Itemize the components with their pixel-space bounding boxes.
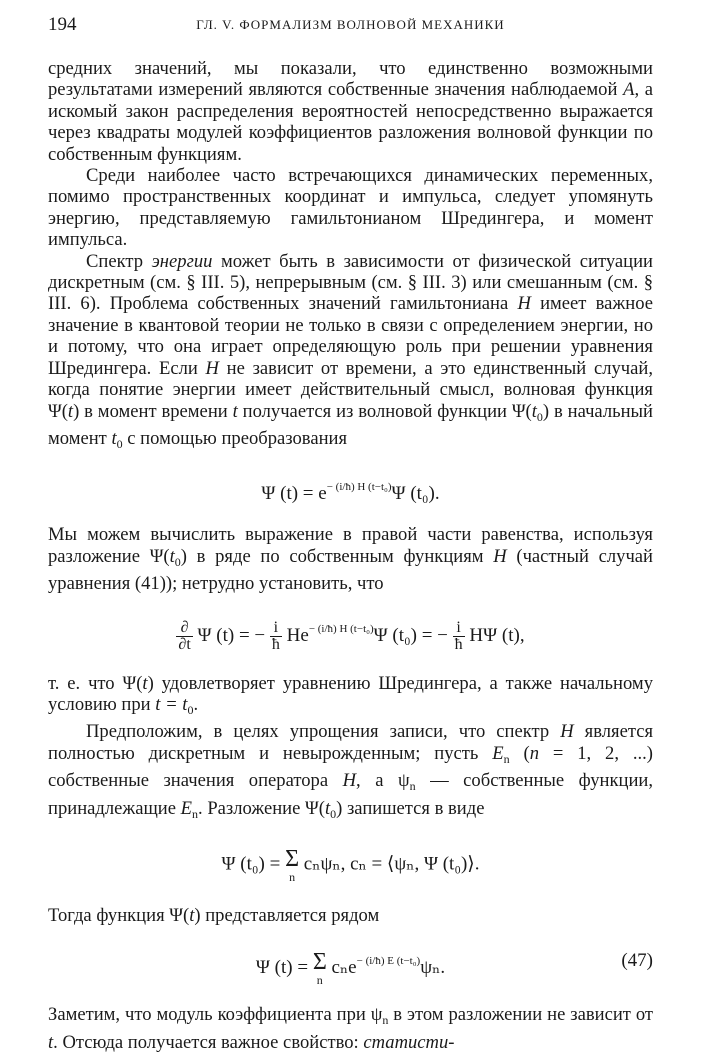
page-number: 194 (48, 14, 77, 35)
equation-number: (47) (621, 949, 653, 971)
page-body (48, 58, 653, 1053)
paragraph-8: Заметим, что модуль коэффициента при $\psi_n$ в этом разложении не зависит от t. Отсюда получается важное свойство: статисти- (48, 1004, 653, 1053)
paragraph-2: Среди наиболее часто встречающихся динамических переменных, помимо пространственных координат и импульса, следует упомянуть энергию, представляемую гамильтонианом Шредингера, и момент импульса. (48, 165, 653, 251)
paragraph-4: Мы можем вычислить выражение в правой части равенства, используя разложение $\Psi(t_0)$ в ряде по собственным функциям H (частный случай уравнения (41)); нетрудно установить, что (48, 524, 654, 595)
formula-time-evolution: Ψ $(t) = e^{- (i/ħ) H (t-t_0)}\Psi$ (t₀). (261, 481, 440, 505)
formula-47: Ψ (t) = Σ n cₙe$^{- (i/ħ) E (t-t_0)}$ψₙ. (47) (255, 949, 653, 988)
paragraph-5: т. е. что Ψ(t) удовлетворяет уравнению Шредингера, а также начальному условию при $t = t_0$. (48, 672, 653, 718)
fraction-i-over-hbar-2: $\frac{i}{ħ}$ (454, 618, 463, 653)
fraction-i-over-hbar: $\frac{i}{ħ}$ (271, 618, 280, 653)
paragraph-6: Предположим, в целях упрощения записи, что спектр H является полностью дискретным и невырожденным; пусть $E_n$ (n = 1, 2, ...) собственные значения оператора H, а $\psi_n$ — собственные функции, принадлежащие $E_n$. Разложение $\Psi(t_0)$ запишется в виде (48, 721, 653, 821)
formula-schrodinger-check: $\frac{\partial}{\partial t}$ Ψ (t) = − $\frac{i}{ħ}$ $He^{- (i/ħ) H (t-t_0)}\Psi$ (t₀) = − $\frac{i}{ħ}$ HΨ (t), (178, 618, 525, 653)
summation-sign-2: Σ n (312, 949, 327, 988)
formula-expansion: Ψ (t₀) = Σ n cₙψₙ, cₙ = ⟨ψₙ, Ψ (t₀)⟩. (221, 846, 480, 885)
page-header (48, 14, 653, 38)
running-title: ГЛ. V. ФОРМАЛИЗМ ВОЛНОВОЙ МЕХАНИКИ (196, 17, 505, 32)
paragraph-7: Тогда функция Ψ(t) представляется рядом (48, 905, 380, 927)
paragraph-1: средних значений, мы показали, что единственно возможными результатами измерений являются собственные значения наблюдаемой A, а искомый закон распределения вероятностей непосредственно выражается через квадраты модулей коэффициентов разложения волновой функции по собственным функциям. (48, 58, 653, 165)
summation-sign: Σ n (285, 846, 300, 885)
paragraph-3: Спектр энергии может быть в зависимости от физической ситуации дискретным (см. § III. 5), непрерывным (см. § III. 3) или смешанным (см. § III. 6). Проблема собственных значений гамильтониана H имеет важное значение в квантовой теории не только в связи с определением энергии, но и потому, что она играет определяющую роль при решении уравнения Шредингера. Если H не зависит от времени, а это единственный случай, когда понятие энергии имеет действительный смысл, волновая функция Ψ(t) в момент времени t получается из волновой функции $\Psi(t_0)$ в начальный момент $t_0$ с помощью преобразования (48, 250, 654, 451)
fraction-partial-dt: $\frac{\partial}{\partial t}$ (178, 618, 191, 653)
